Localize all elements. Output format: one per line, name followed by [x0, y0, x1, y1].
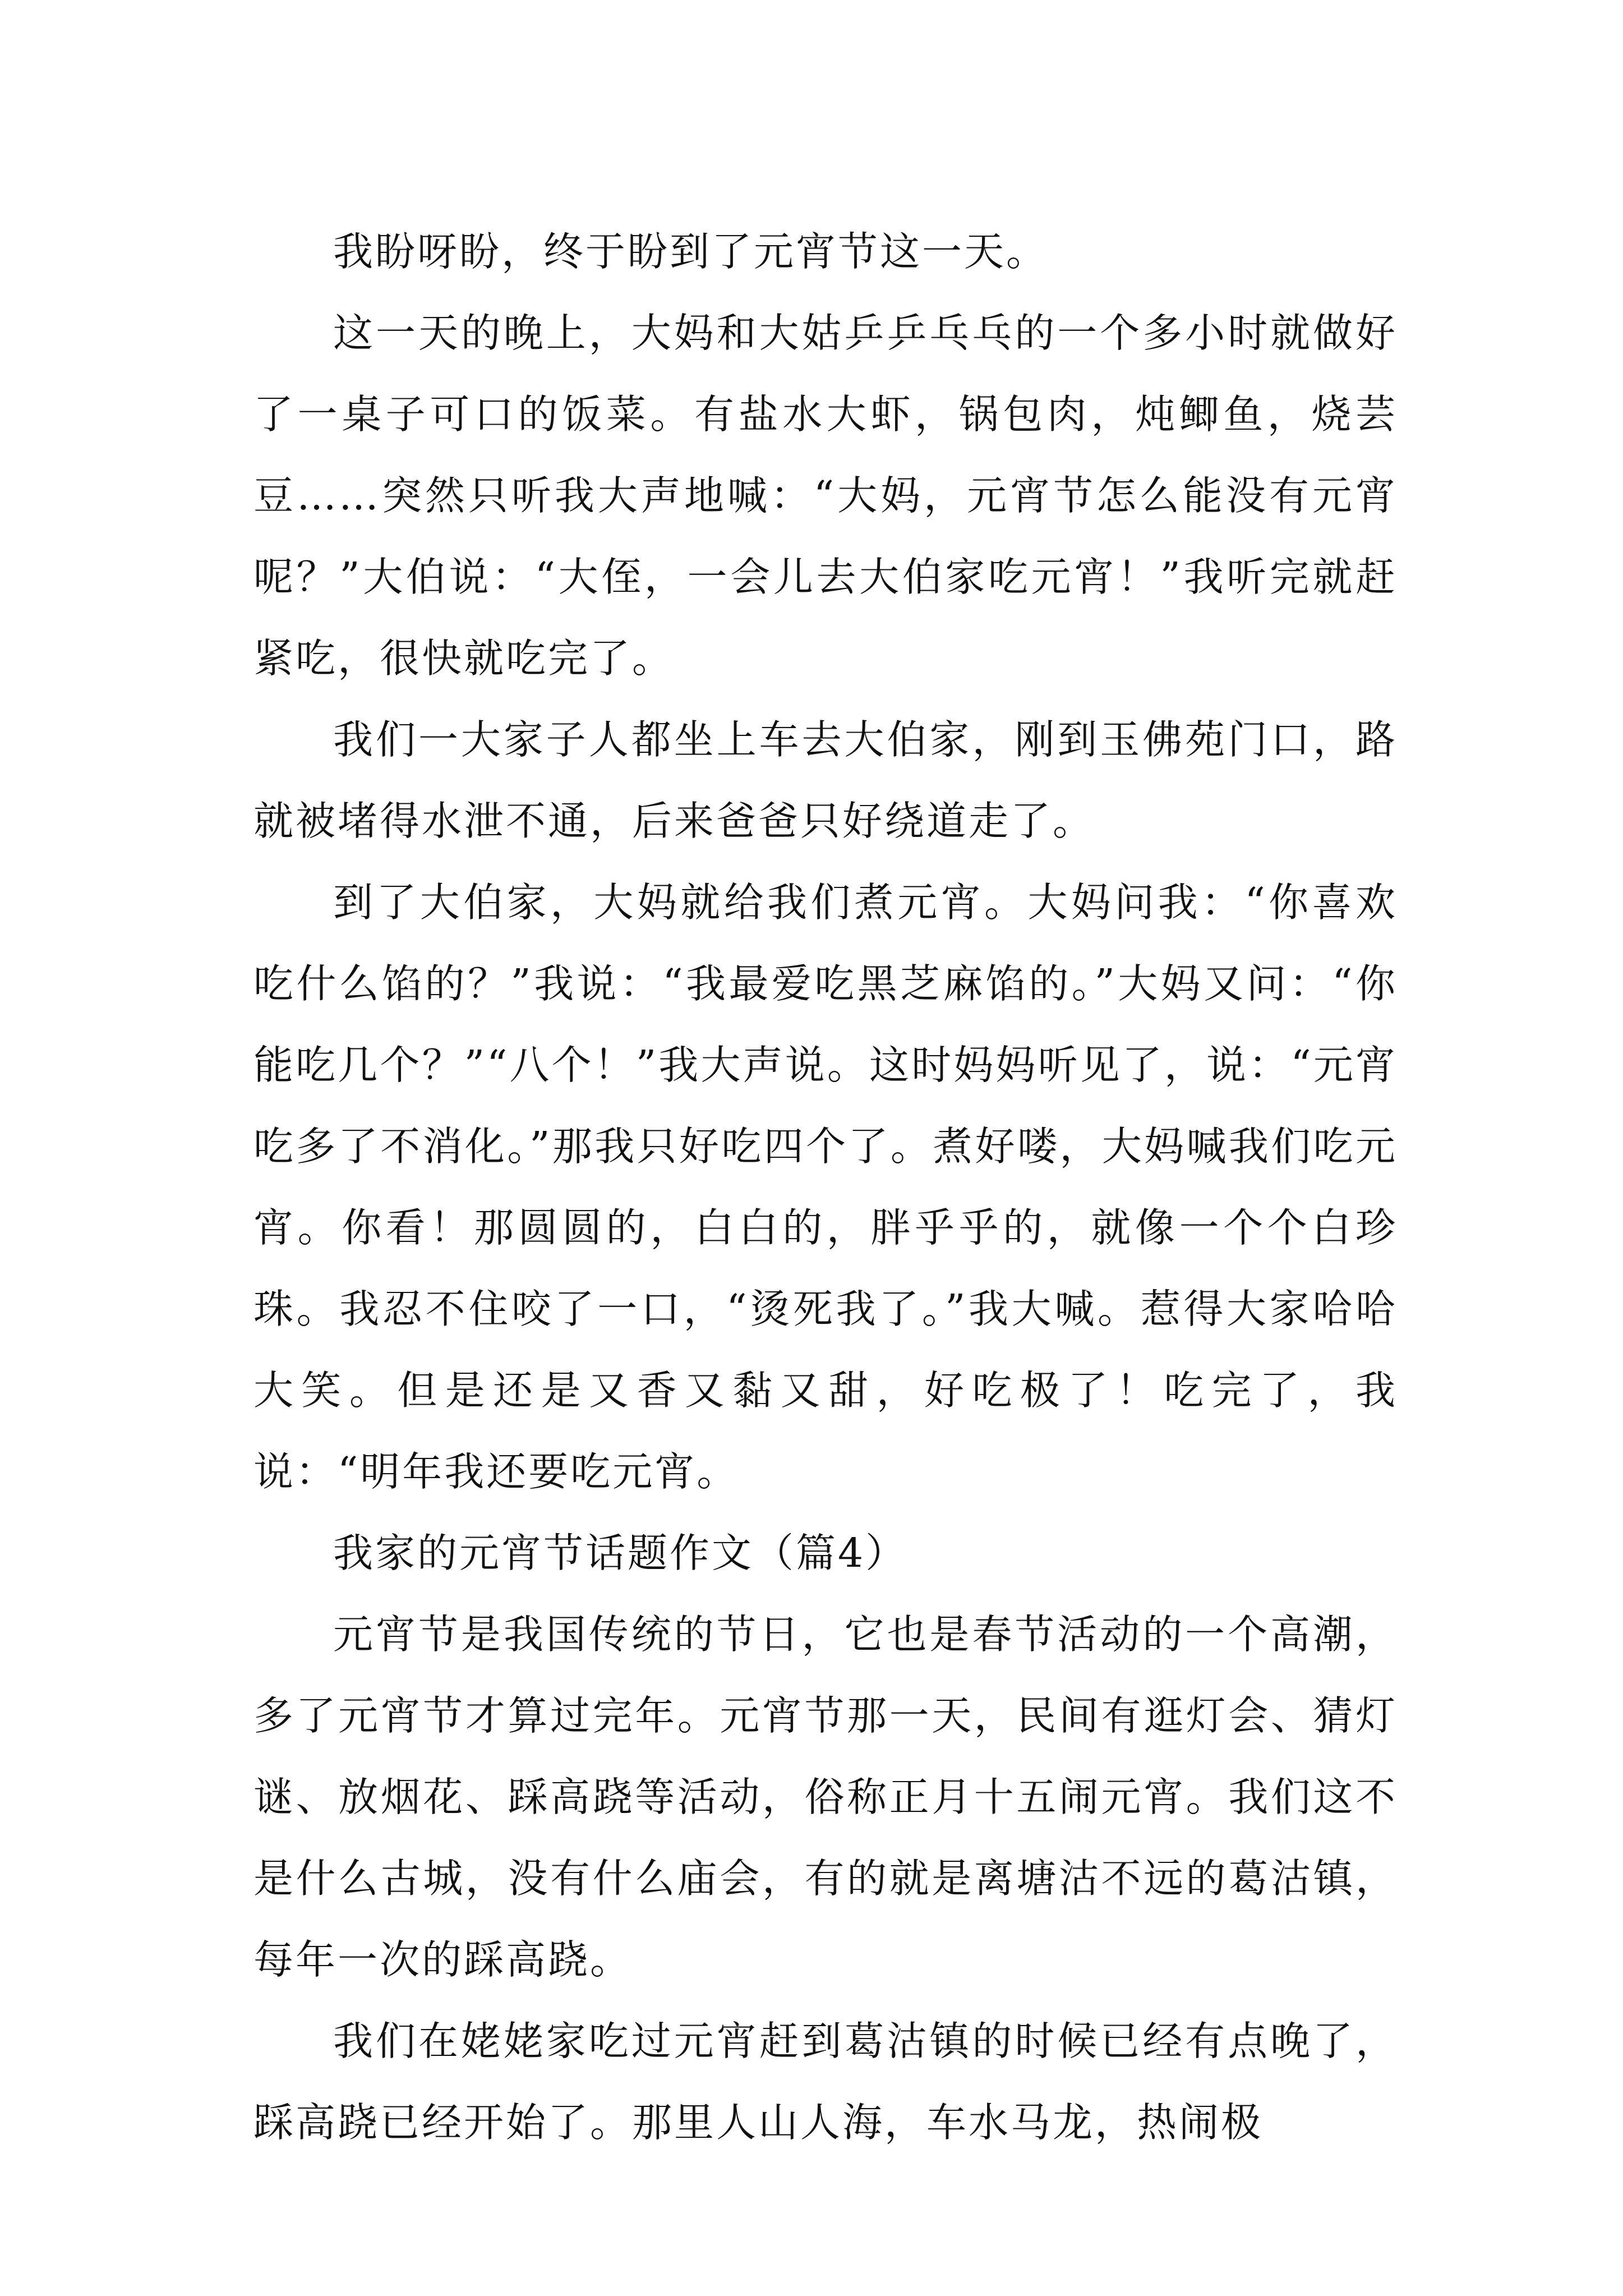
section-heading: 我家的元宵节话题作文（篇4） — [333, 1530, 908, 1576]
paragraph-3: 我们一大家子人都坐上车去大伯家，刚到玉佛苑门口，路就被堵得水泄不通，后来爸爸只好绕道走了。 — [253, 716, 1398, 844]
paragraph-4: 到了大伯家，大妈就给我们煮元宵。大妈问我：“你喜欢吃什么馅的？”我说：“我最爱吃黑芝麻馅的。”大妈又问：“你能吃几个？”“八个！”我大声说。这时妈妈听见了，说：“元宵吃多了不消化。”那我只好吃四个了。煮好喽，大妈喊我们吃元宵。你看！那圆圆的，白白的，胖乎乎的，就像一个个白珍珠。我忍不住咬了一口，“烫死我了。”我大喊。惹得大家哈哈大笑。但是还是又香又黏又甜，好吃极了！吃完了，我说：“明年我还要吃元宵。 — [253, 879, 1398, 1495]
paragraph-6: 我们在姥姥家吃过元宵赶到葛沽镇的时候已经有点晚了，踩高跷已经开始了。那里人山人海，车水马龙，热闹极 — [253, 2018, 1398, 2146]
paragraph-5: 元宵节是我国传统的节日，它也是春节活动的一个高潮，多了元宵节才算过完年。元宵节那一天，民间有逛灯会、猜灯谜、放烟花、踩高跷等活动，俗称正月十五闹元宵。我们这不是什么古城，没有什么庙会，有的就是离塘沽不远的葛沽镇，每年一次的踩高跷。 — [253, 1611, 1398, 1983]
document-body — [253, 211, 1398, 2163]
paragraph-1: 我盼呀盼，终于盼到了元宵节这一天。 — [333, 228, 1049, 275]
paragraph-2: 这一天的晚上，大妈和大姑乒乒乓乓的一个多小时就做好了一桌子可口的饭菜。有盐水大虾，锅包肉，炖鲫鱼，烧芸豆……突然只听我大声地喊：“大妈，元宵节怎么能没有元宵呢？”大伯说：“大侄，一会儿去大伯家吃元宵！”我听完就赶紧吃，很快就吃完了。 — [253, 310, 1398, 682]
